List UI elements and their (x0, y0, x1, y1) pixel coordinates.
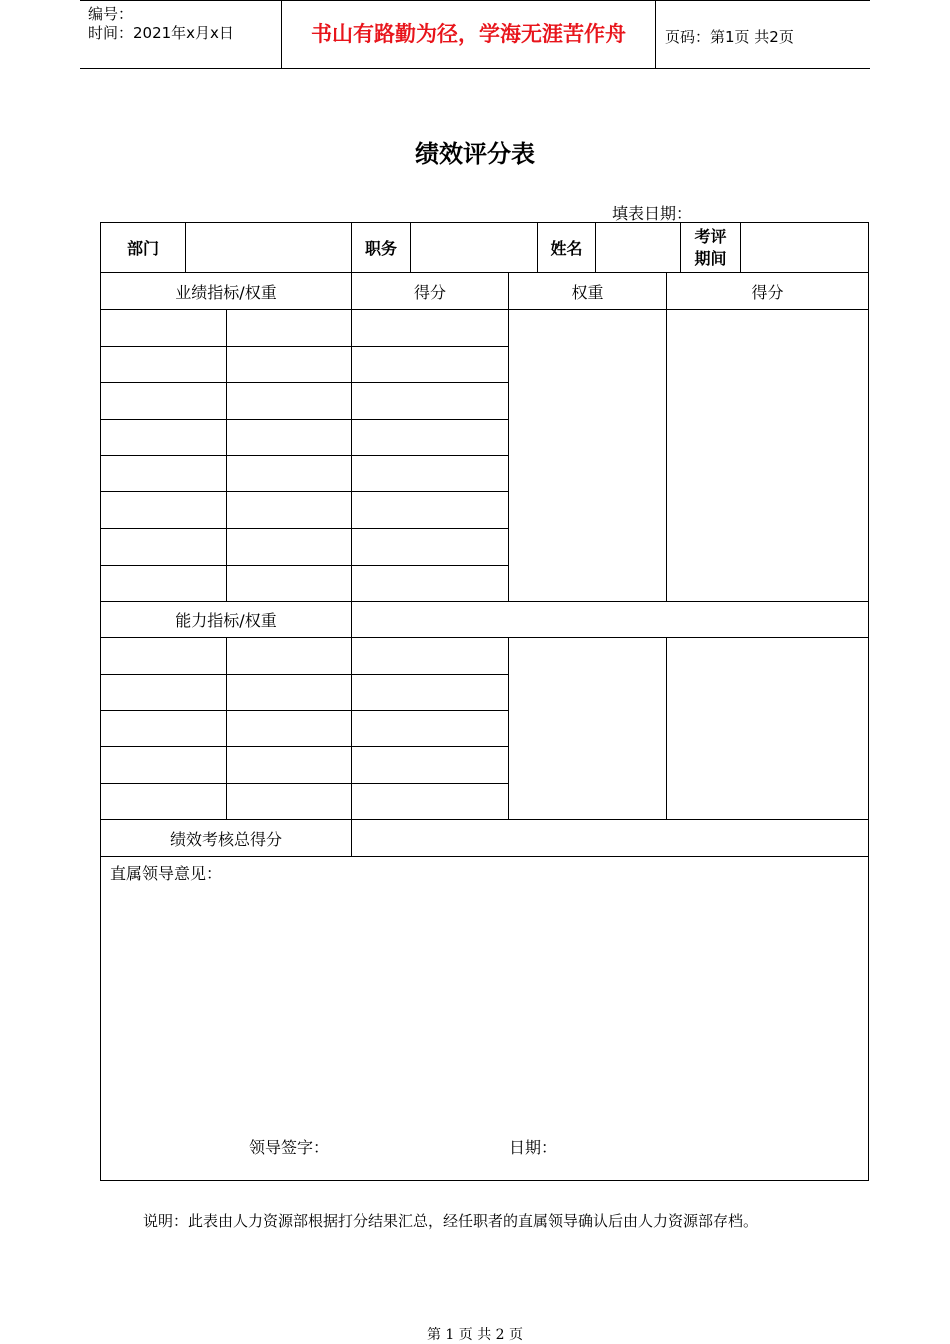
row-line (100, 674, 508, 675)
col-line (351, 601, 352, 637)
col-line (351, 309, 352, 601)
col-line (595, 222, 596, 272)
row-line (100, 491, 508, 492)
total-score-label: 绩效考核总得分 (169, 829, 282, 849)
period-label-line2: 期间 (694, 249, 727, 268)
score-header-2: 得分 (751, 282, 784, 302)
table-border-right (868, 222, 869, 1180)
col-line (740, 222, 741, 272)
row-line (100, 346, 508, 347)
period-label-line1: 考评 (694, 227, 727, 246)
col-line (508, 637, 509, 819)
fill-date-label: 填表日期： (612, 204, 693, 223)
col-line (666, 309, 667, 601)
period-label (681, 226, 740, 270)
row-line (100, 309, 869, 310)
weight-header: 权重 (571, 282, 604, 302)
name-label: 姓名 (550, 239, 583, 258)
row-line (100, 856, 869, 857)
header-bottom-rule (80, 68, 870, 69)
header-top-rule (80, 0, 870, 1)
page-title: 绩效评分表 (415, 140, 535, 168)
row-line (100, 710, 508, 711)
explanation-note: 说明：此表由人力资源部根据打分结果汇总，经任职者的直属领导确认后由人力资源部存档。 (143, 1212, 759, 1230)
row-line (100, 382, 508, 383)
serial-label: 编号： (88, 5, 134, 23)
leader-signature-label: 领导签字： (249, 1138, 330, 1157)
col-line (508, 309, 509, 601)
row-line (100, 746, 508, 747)
col-line (185, 222, 186, 272)
row-line (100, 419, 508, 420)
time-label: 时间：2021年x月x日 (88, 24, 234, 42)
dept-label: 部门 (126, 239, 159, 258)
row-line (100, 637, 869, 638)
col-line (351, 637, 352, 819)
row-line (100, 528, 508, 529)
score-header-1: 得分 (413, 282, 446, 302)
row-line (100, 565, 508, 566)
position-label: 职务 (364, 239, 397, 258)
table-border-left (100, 222, 101, 1180)
col-line (351, 819, 352, 856)
motto: 书山有路勤为径，学海无涯苦作舟 (311, 22, 626, 46)
col-line (226, 637, 227, 819)
col-line (226, 309, 227, 601)
col-line (410, 222, 411, 272)
header-divider-right (655, 0, 656, 68)
page-label: 页码：第1页 共2页 (665, 28, 794, 46)
row-line (100, 783, 508, 784)
col-line (666, 637, 667, 819)
perf-indicator-header: 业绩指标/权重 (175, 282, 277, 302)
row-line (100, 455, 508, 456)
page-footer: 第 1 页 共 2 页 (426, 1327, 524, 1343)
table-border-bottom (100, 1180, 869, 1181)
table-border-top (100, 222, 869, 223)
leader-opinion-label: 直属领导意见： (110, 864, 223, 883)
ability-indicator-header: 能力指标/权重 (175, 611, 277, 630)
date-label: 日期： (509, 1138, 558, 1157)
